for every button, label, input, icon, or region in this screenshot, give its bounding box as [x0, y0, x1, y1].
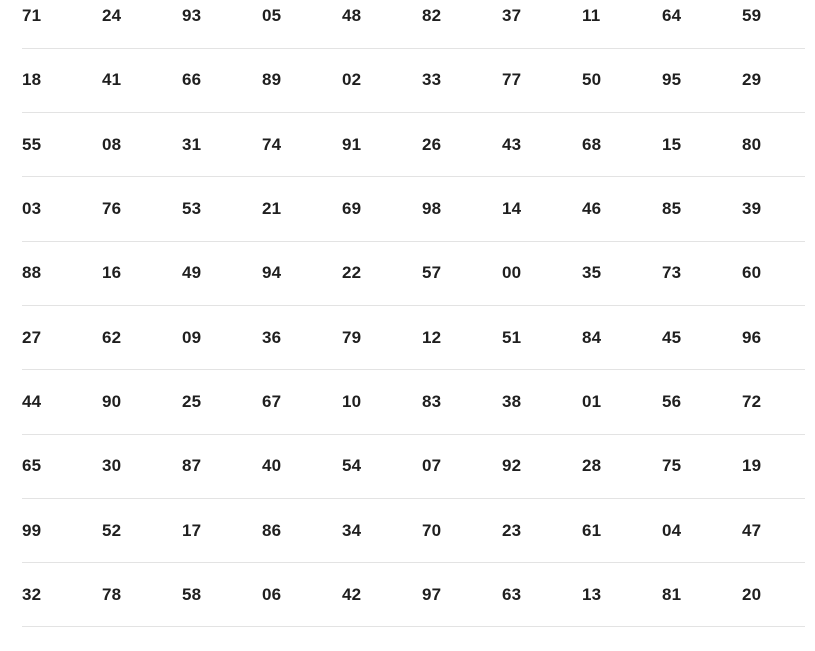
grid-cell: 51: [502, 327, 522, 347]
grid-cell: 91: [342, 134, 362, 154]
grid-cell: 35: [582, 263, 602, 283]
grid-cell: 72: [742, 391, 762, 411]
grid-cell: 37: [502, 6, 522, 25]
grid-cell: 67: [262, 391, 282, 411]
grid-cell: 12: [422, 327, 442, 347]
grid-cell: 28: [582, 456, 602, 476]
grid-cell: 55: [22, 134, 42, 154]
grid-cell: 89: [262, 70, 282, 90]
grid-cell: 04: [662, 520, 682, 540]
grid-cell: 85: [662, 199, 682, 219]
grid-cell: 61: [582, 520, 602, 540]
grid-cell: 47: [742, 520, 762, 540]
grid-cell: 59: [742, 6, 762, 25]
grid-cell: 64: [662, 6, 682, 25]
grid-cell: 82: [422, 6, 442, 25]
number-grid: [22, 0, 805, 627]
grid-cell: 44: [22, 391, 42, 411]
grid-cell: 74: [262, 134, 282, 154]
grid-cell: 32: [22, 584, 42, 604]
grid-cell: 86: [262, 520, 282, 540]
grid-cell: 34: [342, 520, 362, 540]
grid-cell: 53: [182, 199, 202, 219]
grid-row: [22, 306, 805, 370]
grid-cell: 63: [502, 584, 522, 604]
grid-cell: 23: [502, 520, 522, 540]
grid-cell: 10: [342, 391, 362, 411]
grid-cell: 92: [502, 456, 522, 476]
grid-cell: 79: [342, 327, 362, 347]
grid-row: [22, 563, 805, 627]
grid-cell: 68: [582, 134, 602, 154]
grid-cell: 20: [742, 584, 762, 604]
grid-cell: 98: [422, 199, 442, 219]
grid-cell: 18: [22, 70, 42, 90]
grid-cell: 21: [262, 199, 282, 219]
grid-cell: 90: [102, 391, 122, 411]
grid-cell: 09: [182, 327, 202, 347]
grid-cell: 50: [582, 70, 602, 90]
grid-row: [22, 0, 805, 49]
grid-cell: 83: [422, 391, 442, 411]
grid-cell: 14: [502, 199, 522, 219]
grid-cell: 38: [502, 391, 522, 411]
grid-cell: 41: [102, 70, 122, 90]
grid-cell: 29: [742, 70, 762, 90]
grid-cell: 15: [662, 134, 682, 154]
grid-cell: 08: [102, 134, 122, 154]
grid-cell: 01: [582, 391, 602, 411]
grid-row: [22, 49, 805, 113]
grid-cell: 46: [582, 199, 602, 219]
grid-cell: 88: [22, 263, 42, 283]
grid-cell: 71: [22, 6, 42, 25]
grid-row: [22, 113, 805, 177]
grid-cell: 54: [342, 456, 362, 476]
grid-cell: 25: [182, 391, 202, 411]
grid-cell: 45: [662, 327, 682, 347]
grid-cell: 31: [182, 134, 202, 154]
grid-cell: 56: [662, 391, 682, 411]
grid-cell: 93: [182, 6, 202, 25]
grid-cell: 69: [342, 199, 362, 219]
grid-cell: 49: [182, 263, 202, 283]
grid-row: [22, 435, 805, 499]
grid-cell: 22: [342, 263, 362, 283]
grid-cell: 81: [662, 584, 682, 604]
grid-cell: 62: [102, 327, 122, 347]
grid-cell: 99: [22, 520, 42, 540]
grid-row: [22, 499, 805, 563]
grid-cell: 84: [582, 327, 602, 347]
grid-cell: 80: [742, 134, 762, 154]
grid-cell: 77: [502, 70, 522, 90]
grid-cell: 00: [502, 263, 522, 283]
grid-cell: 60: [742, 263, 762, 283]
grid-cell: 94: [262, 263, 282, 283]
grid-cell: 48: [342, 6, 362, 25]
grid-row: [22, 177, 805, 241]
grid-cell: 11: [582, 6, 601, 25]
grid-cell: 66: [182, 70, 202, 90]
grid-cell: 05: [262, 6, 282, 25]
grid-cell: 95: [662, 70, 682, 90]
grid-cell: 03: [22, 199, 42, 219]
grid-cell: 33: [422, 70, 442, 90]
grid-cell: 06: [262, 584, 282, 604]
grid-cell: 07: [422, 456, 442, 476]
grid-cell: 02: [342, 70, 362, 90]
grid-cell: 65: [22, 456, 42, 476]
grid-cell: 70: [422, 520, 442, 540]
grid-cell: 26: [422, 134, 442, 154]
grid-cell: 40: [262, 456, 282, 476]
grid-cell: 42: [342, 584, 362, 604]
grid-cell: 87: [182, 456, 202, 476]
grid-cell: 17: [182, 520, 202, 540]
grid-cell: 73: [662, 263, 682, 283]
grid-cell: 57: [422, 263, 442, 283]
grid-cell: 16: [102, 263, 122, 283]
grid-cell: 52: [102, 520, 122, 540]
grid-cell: 76: [102, 199, 122, 219]
grid-cell: 97: [422, 584, 442, 604]
grid-cell: 43: [502, 134, 522, 154]
grid-cell: 36: [262, 327, 282, 347]
grid-cell: 96: [742, 327, 762, 347]
grid-cell: 27: [22, 327, 42, 347]
grid-cell: 24: [102, 6, 122, 25]
grid-row: [22, 370, 805, 434]
grid-cell: 78: [102, 584, 122, 604]
grid-row: [22, 242, 805, 306]
grid-cell: 13: [582, 584, 602, 604]
grid-cell: 39: [742, 199, 762, 219]
grid-cell: 30: [102, 456, 122, 476]
grid-cell: 58: [182, 584, 202, 604]
grid-cell: 19: [742, 456, 762, 476]
grid-cell: 75: [662, 456, 682, 476]
